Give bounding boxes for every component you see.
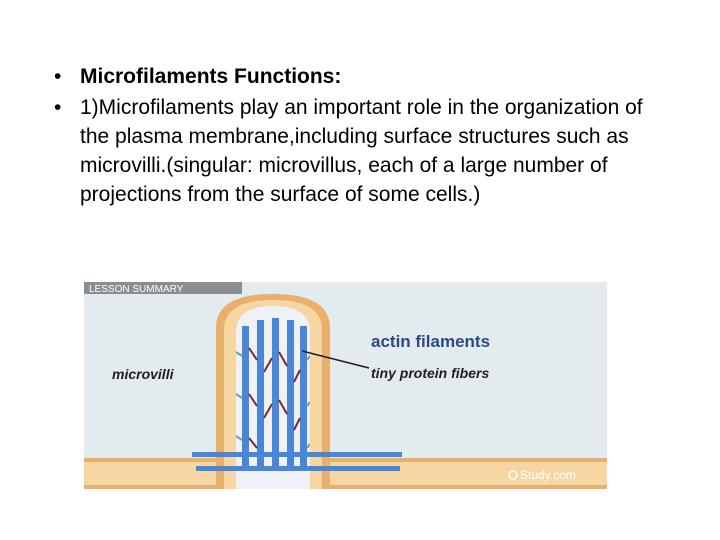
watermark-text: Study.com	[520, 468, 576, 482]
terminal-web-filament	[196, 466, 400, 471]
bullet-heading	[54, 62, 674, 91]
bullet-body-text: 1)Microfilaments play an important role in the organization of the plasma membrane,including surface structures such as microvilli.(singular: microvillus, each of a large number of projections from the surface of some cells.)	[80, 96, 643, 206]
actin-filament	[300, 326, 307, 466]
banner-text: LESSON SUMMARY	[89, 284, 184, 295]
actin-filament	[242, 326, 249, 466]
figure-background	[84, 282, 607, 489]
microvilli-diagram	[84, 282, 607, 489]
bullet-marker: •	[54, 65, 62, 88]
label-microvilli: microvilli	[112, 366, 174, 382]
label-tiny-protein-fibers: tiny protein fibers	[371, 365, 490, 381]
label-actin-filaments: actin filaments	[371, 332, 491, 351]
terminal-web-filament	[192, 452, 402, 457]
bullet-heading-text: Microfilaments Functions:	[80, 65, 342, 88]
actin-filament	[287, 320, 294, 466]
actin-filament	[257, 320, 264, 466]
actin-filament	[272, 318, 279, 466]
bullet-marker: •	[54, 96, 62, 119]
bullet-body	[54, 93, 674, 209]
bullet-list	[54, 62, 674, 211]
